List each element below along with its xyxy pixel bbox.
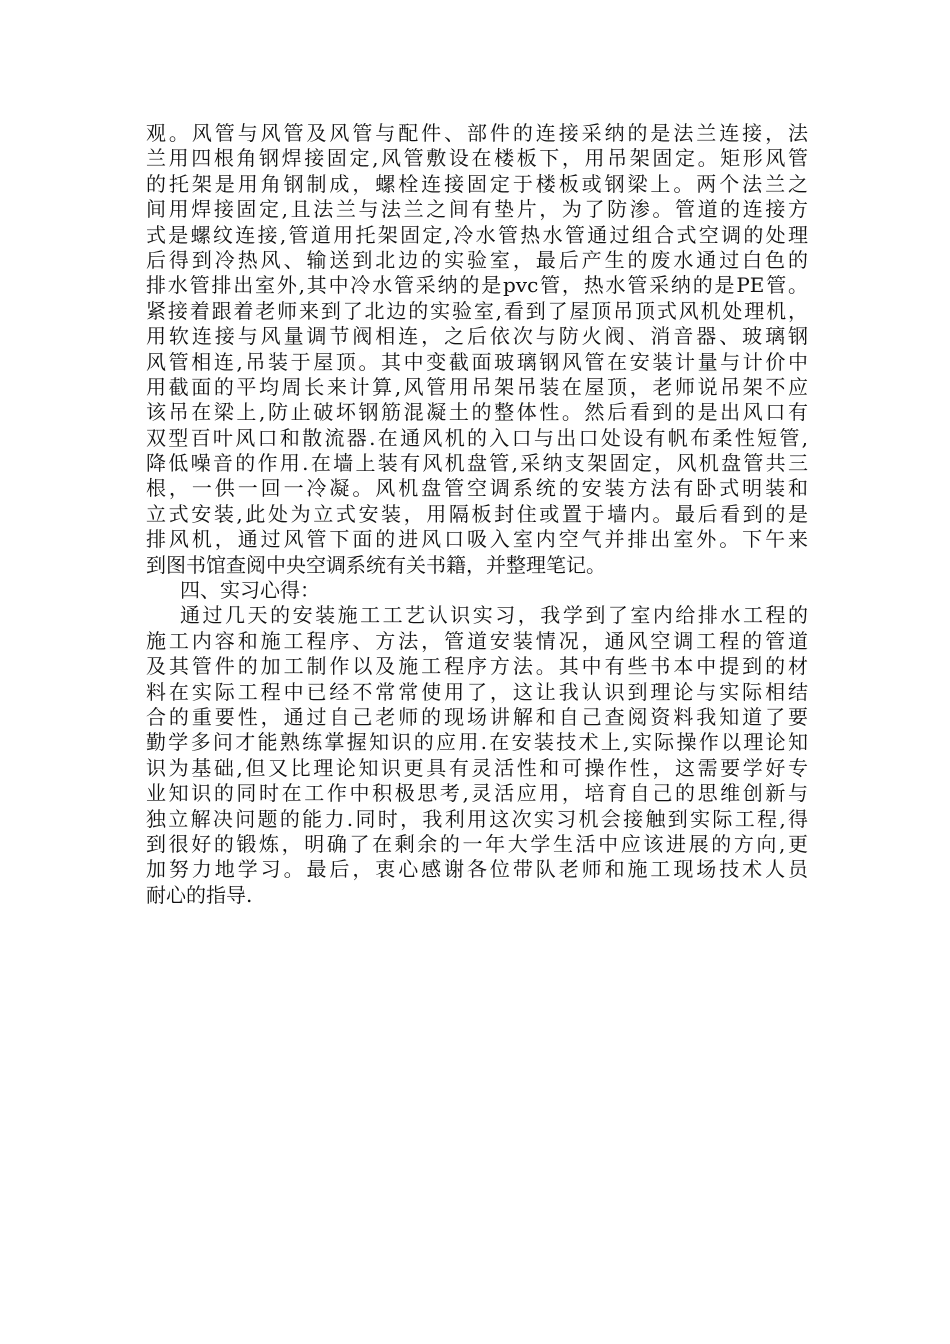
text-line: 用截面的平均周长来计算,风管用吊架吊装在屋顶，老师说吊架不应 [146, 374, 808, 399]
text-line: 到图书馆查阅中央空调系统有关书籍，并整理笔记。 [146, 552, 606, 577]
section-heading: 四、实习心得： [180, 578, 320, 603]
text-line: 勤学多问才能熟练掌握知识的应用.在安装技术上,实际操作以理论知 [146, 730, 808, 755]
text-line: 通过几天的安装施工工艺认识实习，我学到了室内给排水工程的 [180, 603, 808, 628]
text-line: 根，一供一回一冷凝。风机盘管空调系统的安装方法有卧式明装和 [146, 476, 808, 501]
text-line: 独立解决问题的能力.同时，我利用这次实习机会接触到实际工程,得 [146, 806, 808, 831]
text-line: 及其管件的加工制作以及施工程序方法。其中有些书本中提到的材 [146, 654, 808, 679]
text-line: 加努力地学习。最后，衷心感谢各位带队老师和施工现场技术人员 [146, 857, 808, 882]
text-line: 兰用四根角钢焊接固定,风管敷设在楼板下，用吊架固定。矩形风管 [146, 146, 808, 171]
text-line: 后得到冷热风、输送到北边的实验室，最后产生的废水通过白色的 [146, 247, 808, 272]
body-text [146, 121, 808, 908]
text-line: 该吊在梁上,防止破坏钢筋混凝土的整体性。然后看到的是出风口有 [146, 400, 808, 425]
text-line: 观。风管与风管及风管与配件、部件的连接采纳的是法兰连接，法 [146, 121, 808, 145]
text-line: 风管相连,吊装于屋顶。其中变截面玻璃钢风管在安装计量与计价中 [146, 349, 808, 374]
text-line: 耐心的指导. [146, 882, 253, 907]
text-line: 降低噪音的作用.在墙上装有风机盘管,采纳支架固定，风机盘管共三 [146, 451, 808, 476]
text-line: 紧接着跟着老师来到了北边的实验室,看到了屋顶吊顶式风机处理机， [146, 298, 808, 323]
text-line: 施工内容和施工程序、方法，管道安装情况，通风空调工程的管道 [146, 628, 808, 653]
text-line: 间用焊接固定,且法兰与法兰之间有垫片，为了防渗。管道的连接方 [146, 197, 808, 222]
text-line: 用软连接与风量调节阀相连，之后依次与防火阀、消音器、玻璃钢 [146, 324, 808, 349]
text-line: 料在实际工程中已经不常常使用了，这让我认识到理论与实际相结 [146, 679, 808, 704]
text-line: 排水管排出室外,其中冷水管采纳的是pvc管，热水管采纳的是PE管。 [146, 273, 808, 298]
text-line: 到很好的锻炼，明确了在剩余的一年大学生活中应该进展的方向,更 [146, 831, 808, 856]
text-line: 式是螺纹连接,管道用托架固定,冷水管热水管通过组合式空调的处理 [146, 222, 808, 247]
text-line: 的托架是用角钢制成，螺栓连接固定于楼板或钢梁上。两个法兰之 [146, 171, 808, 196]
paragraph-1 [146, 121, 808, 578]
paragraph-2 [146, 603, 808, 908]
text-line: 识为基础,但又比理论知识更具有灵活性和可操作性，这需要学好专 [146, 755, 808, 780]
text-line: 双型百叶风口和散流器.在通风机的入口与出口处设有帆布柔性短管, [146, 425, 808, 450]
text-line: 合的重要性，通过自己老师的现场讲解和自己查阅资料我知道了要 [146, 704, 808, 729]
text-line: 排风机，通过风管下面的进风口吸入室内空气并排出室外。下午来 [146, 527, 808, 552]
text-line: 业知识的同时在工作中积极思考,灵活应用，培育自己的思维创新与 [146, 781, 808, 806]
text-line: 立式安装,此处为立式安装，用隔板封住或置于墙内。最后看到的是 [146, 501, 808, 526]
